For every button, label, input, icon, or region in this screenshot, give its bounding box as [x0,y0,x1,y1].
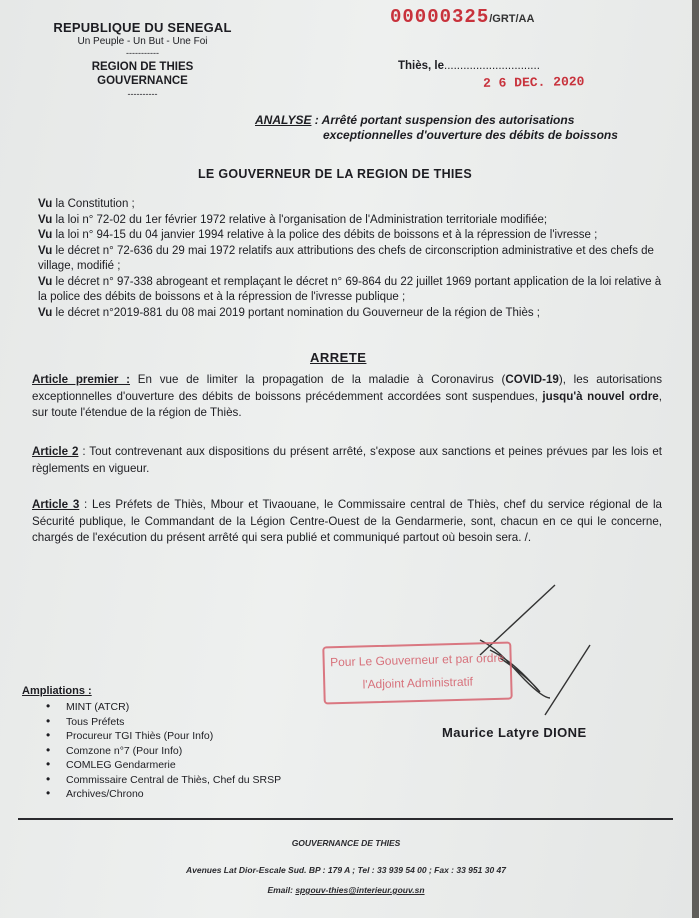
footer-email: Email: spgouv-thies@interieur.gouv.sn [267,885,425,895]
header-left-block [20,20,265,101]
list-item: • MINT (ATCR) [46,700,281,715]
visa-item: Vu le décret n° 72-636 du 29 mai 1972 relatifs aux attributions des chefs de circonscription administrative et des chefs de village, modifié ; [38,244,654,272]
email-link[interactable]: spgouv-thies@interieur.gouv.sn [295,885,425,895]
visa-item: Vu le décret n° 97-338 abrogeant et remplaçant le décret n° 69-864 du 22 juillet 1969 portant application de la loi relative à la police des débits de boissons et à la répression de l'ivresse publique ; [38,275,662,303]
list-item: • Commissaire Central de Thiès, Chef du SRSP [46,773,281,788]
visa-list [38,197,670,321]
article-3-label: Article 3 [32,498,80,511]
footer-divider [18,818,673,820]
analyse-block [255,113,675,143]
list-item: • Procureur TGI Thiès (Pour Info) [46,729,281,744]
reference-number-block [390,6,534,28]
place-label: Thiès, le [398,60,445,72]
header-separator-2: ---------- [127,89,158,99]
gouvernance-heading: GOUVERNANCE [97,75,188,87]
visa-item: Vu la loi n° 94-15 du 04 janvier 1994 relative à la police des débits de boissons et à la répression de l'ivresse ; [38,229,598,241]
reference-suffix: /GRT/AA [489,13,535,25]
analyse-label: ANALYSE [255,113,312,127]
article-1: Article premier : En vue de limiter la propagation de la maladie à Coronavirus (COVID-19), les autorisations exceptionnelles d'ouverture des débits de boissons précédemment accordées sont suspendues, jusqu'à nouvel ordre, sur toute l'étendue de la région de Thiès. [32,373,662,419]
date-stamp: 2 6 DEC. 2020 [482,74,585,91]
document-title: LE GOUVERNEUR DE LA REGION DE THIES [198,167,472,181]
article-2: Article 2 : Tout contrevenant aux dispositions du présent arrêté, s'expose aux sanctions et peines prévues par les lois et règlements en vigueur. [32,445,662,475]
footer-address: Avenues Lat Dior-Escale Sud. BP : 179 A ; Tel : 33 939 54 00 ; Fax : 33 951 30 47 [186,865,506,875]
article-2-label: Article 2 [32,445,79,458]
list-item: • Comzone n°7 (Pour Info) [46,744,281,759]
analyse-line-1: : Arrêté portant suspension des autorisations [311,113,575,127]
ampliations-label: Ampliations : [22,685,92,697]
visa-item: Vu la Constitution ; [38,198,135,210]
place-line [398,60,540,72]
region-heading: REGION DE THIES [91,61,194,73]
ampliations-list [46,700,281,802]
arrete-heading: ARRETE [310,350,367,365]
visa-item: Vu le décret n°2019-881 du 08 mai 2019 portant nomination du Gouverneur de la région de Thiès ; [38,306,540,319]
list-item: • Tous Préfets [46,715,281,730]
authority-stamp: Pour Le Gouverneur et par ordre l'Adjoint Administratif [322,642,512,705]
list-item: • COMLEG Gendarmerie [46,758,281,773]
list-item: • Archives/Chrono [46,787,281,802]
article-1-label: Article premier : [32,373,130,386]
footer-title: GOUVERNANCE DE THIES [291,838,401,848]
republic-heading: REPUBLIQUE DU SENEGAL [53,20,232,35]
national-motto: Un Peuple - Un But - Une Foi [77,36,208,47]
signatory-name: Maurice Latyre DIONE [442,725,587,740]
header-separator: ----------- [126,48,159,58]
analyse-line-2: exceptionnelles d'ouverture des débits de boissons [323,128,618,142]
reference-number: 00000325 [390,6,490,28]
place-dots: .............................. [444,60,540,72]
article-3: Article 3 : Les Préfets de Thiès, Mbour et Tivaouane, le Commissaire central de Thiès, chef du service régional de la Sécurité publique, le Commandant de la Légion Centre-Ouest de la Gendarmerie, sont, chacun en ce qui le concerne, chargés de l'exécution du présent arrêté qui sera publié et communiqué partout où besoin sera. /. [32,498,662,544]
visa-item: Vu la loi n° 72-02 du 1er février 1972 relative à l'organisation de l'Administration territoriale modifiée; [38,213,548,226]
